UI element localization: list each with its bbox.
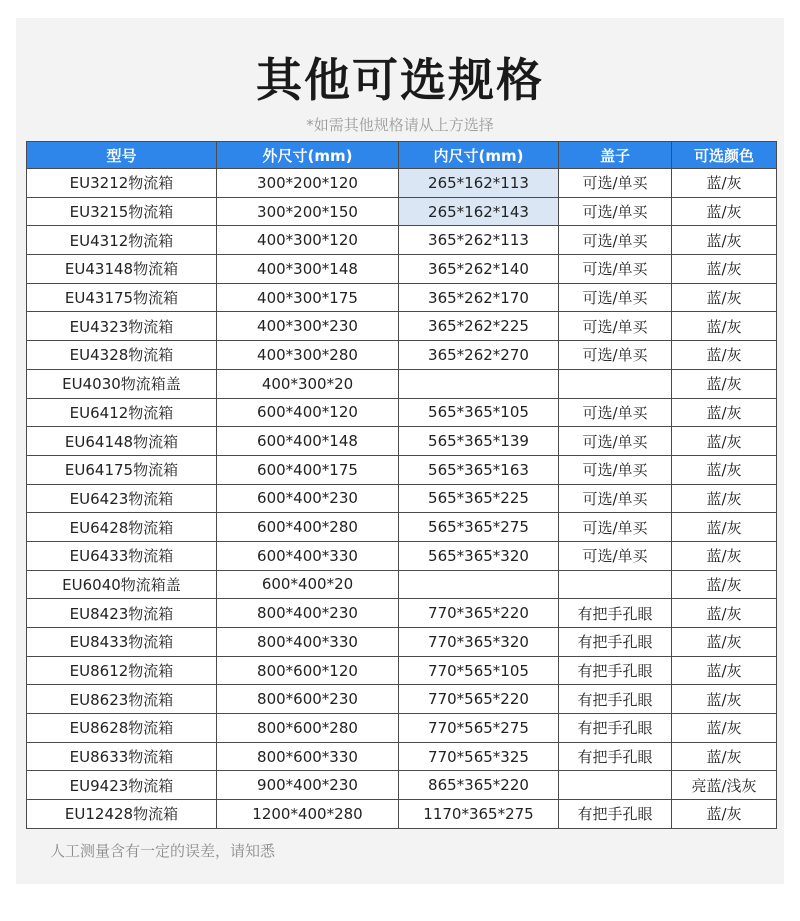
cell-model: EU6433物流箱 bbox=[27, 541, 217, 570]
cell-lid: 可选/单买 bbox=[559, 341, 672, 370]
table-row bbox=[27, 341, 777, 370]
table-row bbox=[27, 742, 777, 771]
cell-model: EU64148物流箱 bbox=[27, 427, 217, 456]
cell-outer-size: 400*300*230 bbox=[217, 312, 399, 341]
cell-model: EU4030物流箱盖 bbox=[27, 369, 217, 398]
table-row bbox=[27, 628, 777, 657]
cell-lid: 可选/单买 bbox=[559, 484, 672, 513]
cell-inner-size: 770*565*105 bbox=[399, 656, 559, 685]
table-row bbox=[27, 312, 777, 341]
cell-lid: 有把手孔眼 bbox=[559, 714, 672, 743]
cell-outer-size: 400*300*20 bbox=[217, 369, 399, 398]
cell-colors: 蓝/灰 bbox=[672, 484, 777, 513]
cell-model: EU3212物流箱 bbox=[27, 169, 217, 198]
cell-lid bbox=[559, 771, 672, 800]
cell-inner-size: 565*365*275 bbox=[399, 513, 559, 542]
cell-outer-size: 600*400*120 bbox=[217, 398, 399, 427]
cell-model: EU64175物流箱 bbox=[27, 455, 217, 484]
cell-outer-size: 900*400*230 bbox=[217, 771, 399, 800]
cell-lid: 有把手孔眼 bbox=[559, 800, 672, 829]
cell-inner-size: 365*262*225 bbox=[399, 312, 559, 341]
cell-inner-size: 265*162*143 bbox=[399, 197, 559, 226]
table-body bbox=[27, 169, 777, 829]
cell-outer-size: 600*400*280 bbox=[217, 513, 399, 542]
cell-inner-size: 565*365*105 bbox=[399, 398, 559, 427]
cell-inner-size: 770*565*220 bbox=[399, 685, 559, 714]
column-header-lid: 盖子 bbox=[559, 142, 672, 169]
cell-outer-size: 400*300*175 bbox=[217, 283, 399, 312]
cell-colors: 蓝/灰 bbox=[672, 255, 777, 284]
cell-colors: 蓝/灰 bbox=[672, 312, 777, 341]
cell-lid: 可选/单买 bbox=[559, 455, 672, 484]
cell-lid: 有把手孔眼 bbox=[559, 628, 672, 657]
cell-lid: 可选/单买 bbox=[559, 312, 672, 341]
page-subtitle: *如需其他规格请从上方选择 bbox=[306, 116, 494, 134]
cell-colors: 蓝/灰 bbox=[672, 570, 777, 599]
cell-model: EU43148物流箱 bbox=[27, 255, 217, 284]
cell-inner-size: 865*365*220 bbox=[399, 771, 559, 800]
cell-outer-size: 400*300*148 bbox=[217, 255, 399, 284]
cell-inner-size: 565*365*320 bbox=[399, 541, 559, 570]
cell-model: EU8433物流箱 bbox=[27, 628, 217, 657]
cell-inner-size: 770*365*220 bbox=[399, 599, 559, 628]
column-header-outer-size: 外尺寸(mm) bbox=[217, 142, 399, 169]
cell-model: EU8628物流箱 bbox=[27, 714, 217, 743]
cell-lid: 可选/单买 bbox=[559, 427, 672, 456]
table-row bbox=[27, 455, 777, 484]
cell-model: EU6428物流箱 bbox=[27, 513, 217, 542]
cell-inner-size bbox=[399, 570, 559, 599]
cell-outer-size: 600*400*330 bbox=[217, 541, 399, 570]
cell-lid: 可选/单买 bbox=[559, 226, 672, 255]
cell-outer-size: 600*400*20 bbox=[217, 570, 399, 599]
cell-colors: 蓝/灰 bbox=[672, 656, 777, 685]
table-row bbox=[27, 283, 777, 312]
cell-lid: 可选/单买 bbox=[559, 541, 672, 570]
cell-colors: 蓝/灰 bbox=[672, 513, 777, 542]
cell-colors: 蓝/灰 bbox=[672, 541, 777, 570]
cell-lid: 可选/单买 bbox=[559, 197, 672, 226]
cell-outer-size: 800*600*330 bbox=[217, 742, 399, 771]
cell-outer-size: 400*300*280 bbox=[217, 341, 399, 370]
cell-outer-size: 600*400*148 bbox=[217, 427, 399, 456]
cell-model: EU12428物流箱 bbox=[27, 800, 217, 829]
cell-lid: 可选/单买 bbox=[559, 398, 672, 427]
column-header-colors: 可选颜色 bbox=[672, 142, 777, 169]
cell-inner-size: 1170*365*275 bbox=[399, 800, 559, 829]
table-row bbox=[27, 427, 777, 456]
cell-model: EU8423物流箱 bbox=[27, 599, 217, 628]
cell-colors: 蓝/灰 bbox=[672, 398, 777, 427]
cell-outer-size: 800*600*230 bbox=[217, 685, 399, 714]
table-header-row bbox=[27, 142, 777, 169]
cell-colors: 蓝/灰 bbox=[672, 742, 777, 771]
table-row bbox=[27, 685, 777, 714]
cell-outer-size: 800*400*330 bbox=[217, 628, 399, 657]
cell-model: EU8633物流箱 bbox=[27, 742, 217, 771]
cell-lid: 有把手孔眼 bbox=[559, 599, 672, 628]
cell-lid: 有把手孔眼 bbox=[559, 685, 672, 714]
cell-inner-size: 365*262*140 bbox=[399, 255, 559, 284]
table-row bbox=[27, 714, 777, 743]
cell-colors: 蓝/灰 bbox=[672, 685, 777, 714]
table-row bbox=[27, 513, 777, 542]
cell-inner-size: 365*262*170 bbox=[399, 283, 559, 312]
cell-inner-size bbox=[399, 369, 559, 398]
cell-outer-size: 1200*400*280 bbox=[217, 800, 399, 829]
cell-lid: 有把手孔眼 bbox=[559, 656, 672, 685]
table-row bbox=[27, 541, 777, 570]
cell-colors: 亮蓝/浅灰 bbox=[672, 771, 777, 800]
cell-colors: 蓝/灰 bbox=[672, 169, 777, 198]
cell-inner-size: 770*565*275 bbox=[399, 714, 559, 743]
cell-model: EU3215物流箱 bbox=[27, 197, 217, 226]
cell-model: EU8612物流箱 bbox=[27, 656, 217, 685]
cell-colors: 蓝/灰 bbox=[672, 226, 777, 255]
cell-model: EU6040物流箱盖 bbox=[27, 570, 217, 599]
table-row bbox=[27, 369, 777, 398]
cell-colors: 蓝/灰 bbox=[672, 714, 777, 743]
spec-page bbox=[16, 18, 784, 884]
cell-model: EU4323物流箱 bbox=[27, 312, 217, 341]
table-row bbox=[27, 484, 777, 513]
cell-lid: 有把手孔眼 bbox=[559, 742, 672, 771]
cell-inner-size: 265*162*113 bbox=[399, 169, 559, 198]
cell-inner-size: 770*565*325 bbox=[399, 742, 559, 771]
column-header-model: 型号 bbox=[27, 142, 217, 169]
cell-lid: 可选/单买 bbox=[559, 255, 672, 284]
cell-inner-size: 365*262*113 bbox=[399, 226, 559, 255]
cell-outer-size: 800*600*280 bbox=[217, 714, 399, 743]
cell-colors: 蓝/灰 bbox=[672, 800, 777, 829]
cell-model: EU4328物流箱 bbox=[27, 341, 217, 370]
cell-outer-size: 400*300*120 bbox=[217, 226, 399, 255]
cell-model: EU43175物流箱 bbox=[27, 283, 217, 312]
cell-colors: 蓝/灰 bbox=[672, 599, 777, 628]
table-row bbox=[27, 255, 777, 284]
cell-outer-size: 600*400*175 bbox=[217, 455, 399, 484]
cell-outer-size: 800*400*230 bbox=[217, 599, 399, 628]
cell-outer-size: 300*200*150 bbox=[217, 197, 399, 226]
cell-model: EU6412物流箱 bbox=[27, 398, 217, 427]
cell-model: EU8623物流箱 bbox=[27, 685, 217, 714]
page-title: 其他可选规格 bbox=[256, 53, 544, 107]
column-header-inner-size: 内尺寸(mm) bbox=[399, 142, 559, 169]
table-row bbox=[27, 800, 777, 829]
table-row bbox=[27, 570, 777, 599]
cell-outer-size: 600*400*230 bbox=[217, 484, 399, 513]
cell-outer-size: 800*600*120 bbox=[217, 656, 399, 685]
cell-colors: 蓝/灰 bbox=[672, 283, 777, 312]
cell-lid: 可选/单买 bbox=[559, 513, 672, 542]
footer-note: 人工测量含有一定的误差，请知悉 bbox=[50, 842, 276, 860]
cell-inner-size: 770*365*320 bbox=[399, 628, 559, 657]
table-row bbox=[27, 599, 777, 628]
cell-outer-size: 300*200*120 bbox=[217, 169, 399, 198]
cell-model: EU9423物流箱 bbox=[27, 771, 217, 800]
cell-colors: 蓝/灰 bbox=[672, 197, 777, 226]
cell-colors: 蓝/灰 bbox=[672, 455, 777, 484]
cell-inner-size: 365*262*270 bbox=[399, 341, 559, 370]
table-row bbox=[27, 197, 777, 226]
cell-colors: 蓝/灰 bbox=[672, 628, 777, 657]
cell-lid bbox=[559, 369, 672, 398]
cell-lid bbox=[559, 570, 672, 599]
cell-colors: 蓝/灰 bbox=[672, 369, 777, 398]
table-row bbox=[27, 656, 777, 685]
cell-colors: 蓝/灰 bbox=[672, 341, 777, 370]
cell-model: EU4312物流箱 bbox=[27, 226, 217, 255]
cell-colors: 蓝/灰 bbox=[672, 427, 777, 456]
cell-inner-size: 565*365*139 bbox=[399, 427, 559, 456]
spec-table bbox=[26, 141, 777, 829]
cell-model: EU6423物流箱 bbox=[27, 484, 217, 513]
table-row bbox=[27, 771, 777, 800]
cell-lid: 可选/单买 bbox=[559, 283, 672, 312]
table-row bbox=[27, 398, 777, 427]
cell-lid: 可选/单买 bbox=[559, 169, 672, 198]
cell-inner-size: 565*365*225 bbox=[399, 484, 559, 513]
cell-inner-size: 565*365*163 bbox=[399, 455, 559, 484]
table-row bbox=[27, 226, 777, 255]
table-row bbox=[27, 169, 777, 198]
